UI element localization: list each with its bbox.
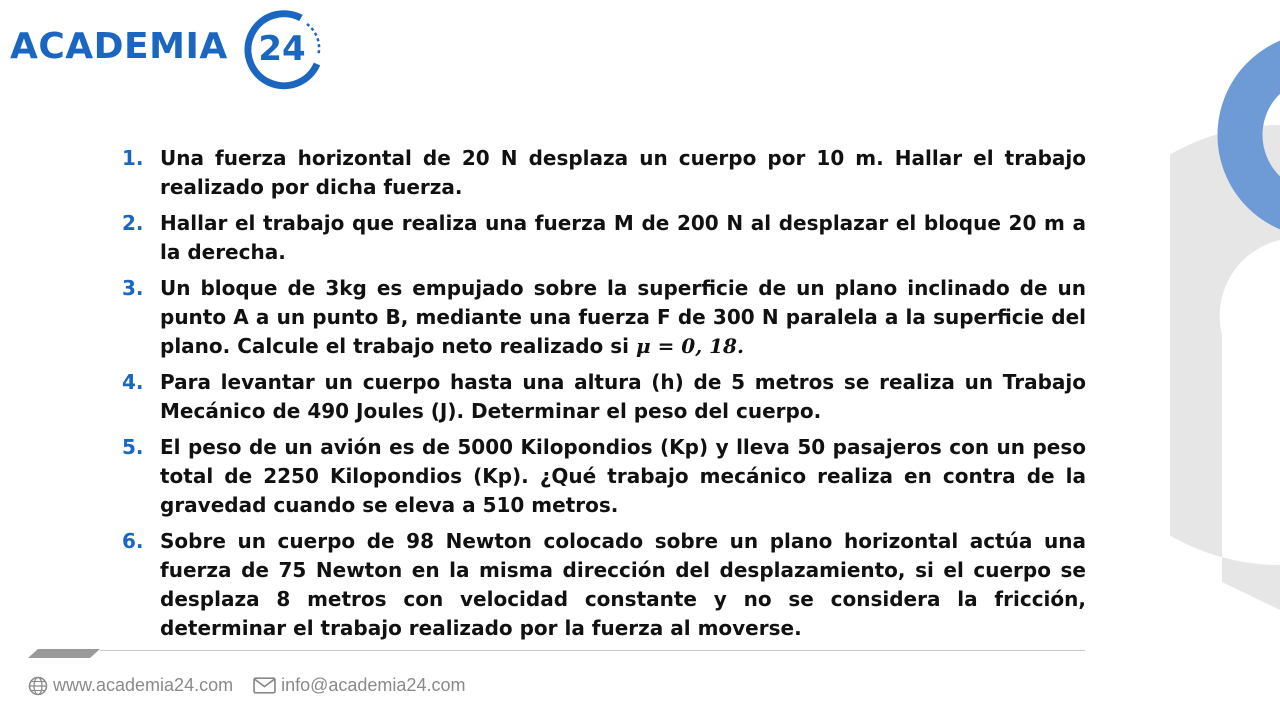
- exercise-number: 4.: [122, 370, 144, 394]
- exercise-item: [122, 144, 1086, 202]
- exercise-list: [122, 144, 1086, 650]
- exercise-text: El peso de un avión es de 5000 Kilopondios (Kp) y lleva 50 pasajeros con un peso total de 2250 Kilopondios (Kp). ¿Qué trabajo mecánico realiza en contra de la gravedad cuando se eleva a 510 metros.: [160, 435, 1086, 517]
- decorative-shapes: [1170, 0, 1280, 720]
- exercise-item: [122, 209, 1086, 267]
- exercise-text: Una fuerza horizontal de 20 N desplaza un cuerpo por 10 m. Hallar el trabajo realizado por dicha fuerza.: [160, 146, 1086, 199]
- friction-coefficient-formula: μ = 0, 18.: [635, 334, 744, 358]
- exercise-item: [122, 368, 1086, 426]
- exercise-text: Para levantar un cuerpo hasta una altura (h) de 5 metros se realiza un Trabajo Mecánico de 490 Joules (J). Determinar el peso del cuerpo.: [160, 370, 1086, 423]
- exercise-number: 5.: [122, 435, 144, 459]
- exercise-item: [122, 274, 1086, 361]
- exercise-number: 1.: [122, 146, 144, 170]
- brand-name: ACADEMIA: [10, 26, 228, 67]
- globe-icon: [28, 676, 48, 696]
- brand-badge: [239, 6, 325, 90]
- brand-badge-number: 24: [258, 29, 306, 69]
- footer-email[interactable]: [253, 675, 465, 696]
- footer-website[interactable]: [28, 675, 233, 696]
- footer-accent-bar: [28, 649, 100, 658]
- exercise-text: Un bloque de 3kg es empujado sobre la superficie de un plano inclinado de un punto A a un punto B, mediante una fuerza F de 300 N paralela a la superficie del plano. Calcule el trabajo neto realizado si: [160, 276, 1086, 358]
- website-link[interactable]: www.academia24.com: [53, 675, 234, 695]
- exercise-item: [122, 527, 1086, 643]
- exercise-number: 2.: [122, 211, 144, 235]
- mail-icon: [253, 676, 276, 695]
- footer-divider: [100, 650, 1085, 651]
- exercise-text-wrapper: [160, 274, 1086, 361]
- exercise-number: 6.: [122, 529, 144, 553]
- footer: [28, 675, 485, 696]
- exercise-text: Sobre un cuerpo de 98 Newton colocado sobre un plano horizontal actúa una fuerza de 75 Newton en la misma dirección del desplazamiento, si el cuerpo se desplaza 8 metros con velocidad constante y no se considera la fricción, determinar el trabajo realizado por la fuerza al moverse.: [160, 529, 1086, 640]
- exercise-number: 3.: [122, 276, 144, 300]
- email-link[interactable]: info@academia24.com: [281, 675, 466, 695]
- exercise-text: Hallar el trabajo que realiza una fuerza M de 200 N al desplazar el bloque 20 m a la derecha.: [160, 211, 1086, 264]
- exercise-item: [122, 433, 1086, 520]
- brand-logo: [10, 6, 330, 90]
